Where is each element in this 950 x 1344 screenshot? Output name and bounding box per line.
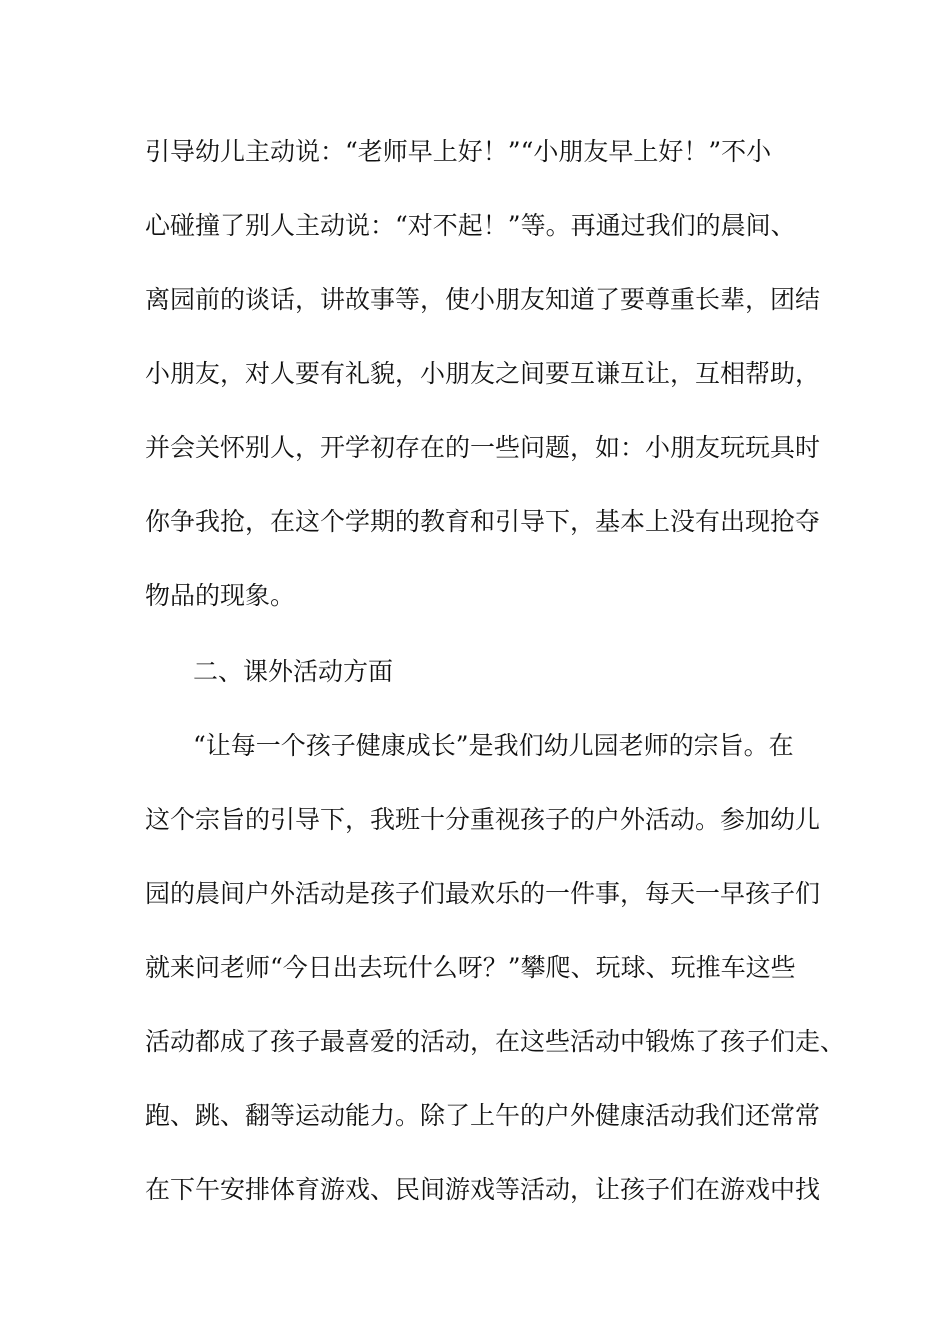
paragraph-line: 在下午安排体育游戏、民间游戏等活动，让孩子们在游戏中找 [145, 1175, 821, 1204]
paragraph-line: 就来问老师“今日出去玩什么呀？”攀爬、玩球、玩推车这些 [145, 953, 796, 982]
paragraph-line: 跑、跳、翻等运动能力。除了上午的户外健康活动我们还常常 [145, 1101, 821, 1130]
paragraph-line: 活动都成了孩子最喜爱的活动，在这些活动中锻炼了孩子们走、 [145, 1027, 846, 1056]
paragraph-line: 你争我抢，在这个学期的教育和引导下，基本上没有出现抢夺 [145, 507, 821, 536]
paragraph-line: 并会关怀别人，开学初存在的一些问题，如：小朋友玩玩具时 [145, 433, 821, 462]
paragraph-line: 物品的现象。 [145, 581, 296, 610]
paragraph-line: 心碰撞了别人主动说：“对不起！”等。再通过我们的晨间、 [145, 211, 796, 240]
paragraph-line: 园的晨间户外活动是孩子们最欢乐的一件事，每天一早孩子们 [145, 879, 821, 908]
paragraph-line: “让每一个孩子健康成长”是我们幼儿园老师的宗旨。在 [193, 731, 794, 760]
paragraph-line: 离园前的谈话，讲故事等，使小朋友知道了要尊重长辈，团结 [145, 285, 821, 314]
paragraph-line: 这个宗旨的引导下，我班十分重视孩子的户外活动。参加幼儿 [145, 805, 821, 834]
paragraph-line: 小朋友，对人要有礼貌，小朋友之间要互谦互让，互相帮助， [145, 359, 821, 388]
paragraph-line: 引导幼儿主动说：“老师早上好！”“小朋友早上好！”不小 [145, 137, 772, 166]
section-heading: 二、课外活动方面 [193, 657, 394, 686]
